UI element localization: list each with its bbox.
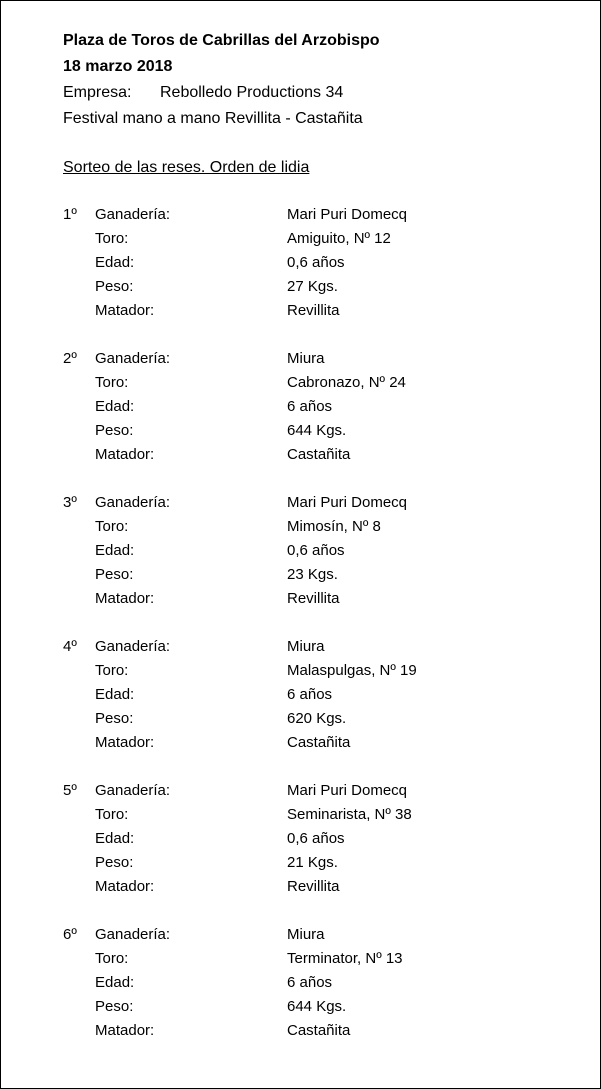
edad-value: 0,6 años — [287, 254, 345, 271]
lot-number: 4º — [63, 638, 77, 655]
lot-row-edad — [63, 398, 590, 422]
ganaderia-value: Mari Puri Domecq — [287, 782, 408, 799]
lot-row-toro — [63, 950, 590, 974]
ganaderia-label: Ganadería: — [95, 926, 171, 943]
matador-value: Revillita — [287, 302, 340, 319]
lot-row-ganaderia — [63, 782, 590, 806]
edad-value: 6 años — [287, 398, 333, 415]
lot-row-matador — [63, 878, 590, 902]
edad-label: Edad: — [95, 254, 135, 271]
toro-value: Cabronazo, Nº 24 — [287, 374, 406, 391]
lot-1 — [63, 206, 590, 350]
lot-row-toro — [63, 806, 590, 830]
peso-value: 27 Kgs. — [287, 278, 338, 295]
event-date: 18 marzo 2018 — [63, 58, 173, 75]
ganaderia-label: Ganadería: — [95, 206, 171, 223]
matador-label: Matador: — [95, 302, 155, 319]
toro-value: Seminarista, Nº 38 — [287, 806, 412, 823]
peso-label: Peso: — [95, 710, 134, 727]
edad-label: Edad: — [95, 398, 135, 415]
matador-value: Revillita — [287, 590, 340, 607]
edad-value: 0,6 años — [287, 542, 345, 559]
toro-label: Toro: — [95, 374, 129, 391]
lot-row-peso — [63, 278, 590, 302]
lot-6 — [63, 926, 590, 1070]
lot-row-ganaderia — [63, 926, 590, 950]
toro-label: Toro: — [95, 230, 129, 247]
matador-value: Castañita — [287, 734, 351, 751]
lot-row-ganaderia — [63, 206, 590, 230]
lot-number: 3º — [63, 494, 77, 511]
document-title: Plaza de Toros de Cabrillas del Arzobispo — [63, 32, 380, 49]
toro-label: Toro: — [95, 662, 129, 679]
lot-row-toro — [63, 230, 590, 254]
matador-label: Matador: — [95, 734, 155, 751]
lot-2 — [63, 350, 590, 494]
toro-value: Malaspulgas, Nº 19 — [287, 662, 417, 679]
lot-row-edad — [63, 254, 590, 278]
toro-value: Terminator, Nº 13 — [287, 950, 403, 967]
peso-value: 644 Kgs. — [287, 998, 347, 1015]
matador-label: Matador: — [95, 590, 155, 607]
empresa-value: Rebolledo Productions 34 — [160, 84, 344, 101]
lot-row-peso — [63, 998, 590, 1022]
ganaderia-value: Miura — [287, 350, 325, 367]
peso-value: 21 Kgs. — [287, 854, 338, 871]
lot-row-edad — [63, 542, 590, 566]
edad-value: 0,6 años — [287, 830, 345, 847]
matador-label: Matador: — [95, 1022, 155, 1039]
lot-row-matador — [63, 302, 590, 326]
lot-row-edad — [63, 686, 590, 710]
lot-row-matador — [63, 590, 590, 614]
lot-row-peso — [63, 710, 590, 734]
lot-row-edad — [63, 974, 590, 998]
lot-4 — [63, 638, 590, 782]
peso-value: 23 Kgs. — [287, 566, 338, 583]
lot-number: 5º — [63, 782, 77, 799]
lot-number: 1º — [63, 206, 77, 223]
toro-value: Amiguito, Nº 12 — [287, 230, 391, 247]
festival-line: Festival mano a mano Revillita - Castañita — [63, 110, 363, 127]
lot-row-peso — [63, 566, 590, 590]
empresa-label: Empresa: — [63, 84, 132, 101]
lot-row-matador — [63, 446, 590, 470]
ganaderia-label: Ganadería: — [95, 638, 171, 655]
matador-value: Castañita — [287, 1022, 351, 1039]
ganaderia-label: Ganadería: — [95, 494, 171, 511]
document-body — [63, 30, 590, 1070]
lot-row-matador — [63, 1022, 590, 1046]
peso-label: Peso: — [95, 998, 134, 1015]
lots-list — [63, 206, 590, 1070]
peso-label: Peso: — [95, 854, 134, 871]
ganaderia-value: Mari Puri Domecq — [287, 494, 408, 511]
lot-number: 6º — [63, 926, 77, 943]
lot-3 — [63, 494, 590, 638]
edad-value: 6 años — [287, 974, 333, 991]
matador-value: Revillita — [287, 878, 340, 895]
edad-label: Edad: — [95, 974, 135, 991]
toro-label: Toro: — [95, 518, 129, 535]
ganaderia-label: Ganadería: — [95, 782, 171, 799]
ganaderia-label: Ganadería: — [95, 350, 171, 367]
sorteo-heading: Sorteo de las reses. Orden de lidia — [63, 159, 310, 176]
lot-row-peso — [63, 422, 590, 446]
matador-value: Castañita — [287, 446, 351, 463]
edad-label: Edad: — [95, 686, 135, 703]
empresa-line — [63, 82, 590, 108]
lot-row-ganaderia — [63, 638, 590, 662]
edad-value: 6 años — [287, 686, 333, 703]
matador-label: Matador: — [95, 878, 155, 895]
lot-row-toro — [63, 518, 590, 542]
ganaderia-value: Mari Puri Domecq — [287, 206, 408, 223]
peso-label: Peso: — [95, 566, 134, 583]
ganaderia-value: Miura — [287, 926, 325, 943]
lot-row-ganaderia — [63, 350, 590, 374]
toro-value: Mimosín, Nº 8 — [287, 518, 381, 535]
lot-row-ganaderia — [63, 494, 590, 518]
toro-label: Toro: — [95, 806, 129, 823]
peso-label: Peso: — [95, 278, 134, 295]
peso-value: 620 Kgs. — [287, 710, 347, 727]
lot-number: 2º — [63, 350, 77, 367]
lot-row-toro — [63, 662, 590, 686]
lot-5 — [63, 782, 590, 926]
ganaderia-value: Miura — [287, 638, 325, 655]
lot-row-peso — [63, 854, 590, 878]
toro-label: Toro: — [95, 950, 129, 967]
peso-label: Peso: — [95, 422, 134, 439]
peso-value: 644 Kgs. — [287, 422, 347, 439]
edad-label: Edad: — [95, 542, 135, 559]
matador-label: Matador: — [95, 446, 155, 463]
lot-row-edad — [63, 830, 590, 854]
edad-label: Edad: — [95, 830, 135, 847]
lot-row-toro — [63, 374, 590, 398]
lot-row-matador — [63, 734, 590, 758]
